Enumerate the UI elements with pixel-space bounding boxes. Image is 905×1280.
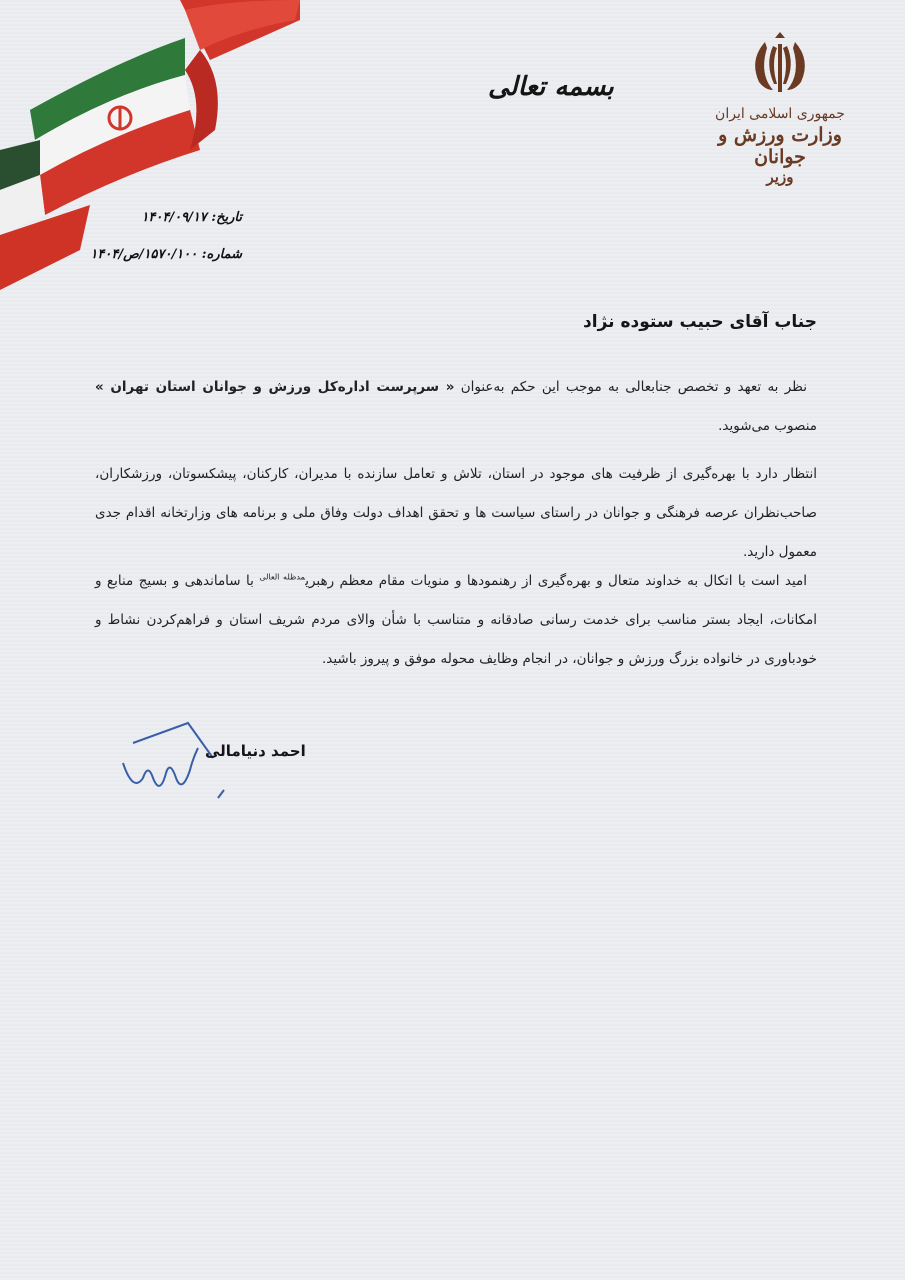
- p1-text: نظر به تعهد و تخصص جنابعالی به موجب این حکم به‌عنوان: [460, 379, 807, 395]
- date-row: [92, 210, 242, 225]
- p3-text-continued: با ساماندهی و بسیج منابع و امکانات، ایجاد بستر مناسب برای خدمت رسانی صادقانه و متناسب با شأن والای مردم شریف استان و فراهم‌کردن نشاط و خودباوری در خانواده بزرگ ورزش و جوانان، در انجام وظایف محوله موفق و پیروز باشید.: [95, 573, 817, 667]
- ministry-name: وزارت ورزش و جوانان: [718, 124, 842, 168]
- p3-text: امید است با اتکال به خداوند متعال و بهره‌گیری از رهنمودها و منویات مقام معظم رهبری: [305, 573, 808, 589]
- date-value: ۱۴۰۴/۰۹/۱۷: [141, 210, 207, 225]
- number-label: شماره:: [201, 247, 242, 262]
- office-name: وزیر: [766, 168, 794, 186]
- letter-meta: [92, 210, 242, 284]
- number-row: [92, 247, 242, 262]
- invocation: بسمه تعالی: [488, 72, 614, 102]
- paragraph-expectations: انتظار دارد با بهره‌گیری از ظرفیت های موجود در استان، تلاش و تعامل سازنده با مدیران، کارکنان، پیشکسوتان، ورزشکاران، صاحب‌نظران عرصه فرهنگی و جوانان در راستای سیاست ها و تحقق اهداف دولت وفاق ملی و برنامه های وزارتخانه اقدام جدی معمول دارید.: [95, 466, 817, 560]
- paragraph-wishes: [95, 562, 817, 679]
- country-name: جمهوری اسلامی ایران: [715, 106, 845, 122]
- addressee: جناب آقای حبیب ستوده نژاد: [583, 312, 817, 332]
- position-title: « سرپرست اداره‌کل ورزش و جوانان استان تهران »: [95, 379, 455, 395]
- paragraph-appointment: [95, 368, 817, 446]
- letterhead: [700, 30, 860, 186]
- iran-emblem-icon: [745, 30, 815, 100]
- p1-closing: منصوب می‌شوید.: [718, 418, 817, 434]
- signer-name: احمد دنیامالی: [205, 742, 306, 760]
- handwritten-signature-icon: [118, 718, 238, 808]
- number-value: ۱۵۷۰/۱۰۰/ص/۱۴۰۴: [90, 247, 198, 262]
- date-label: تاریخ:: [211, 210, 242, 225]
- honorific: مدظله العالی: [259, 572, 306, 582]
